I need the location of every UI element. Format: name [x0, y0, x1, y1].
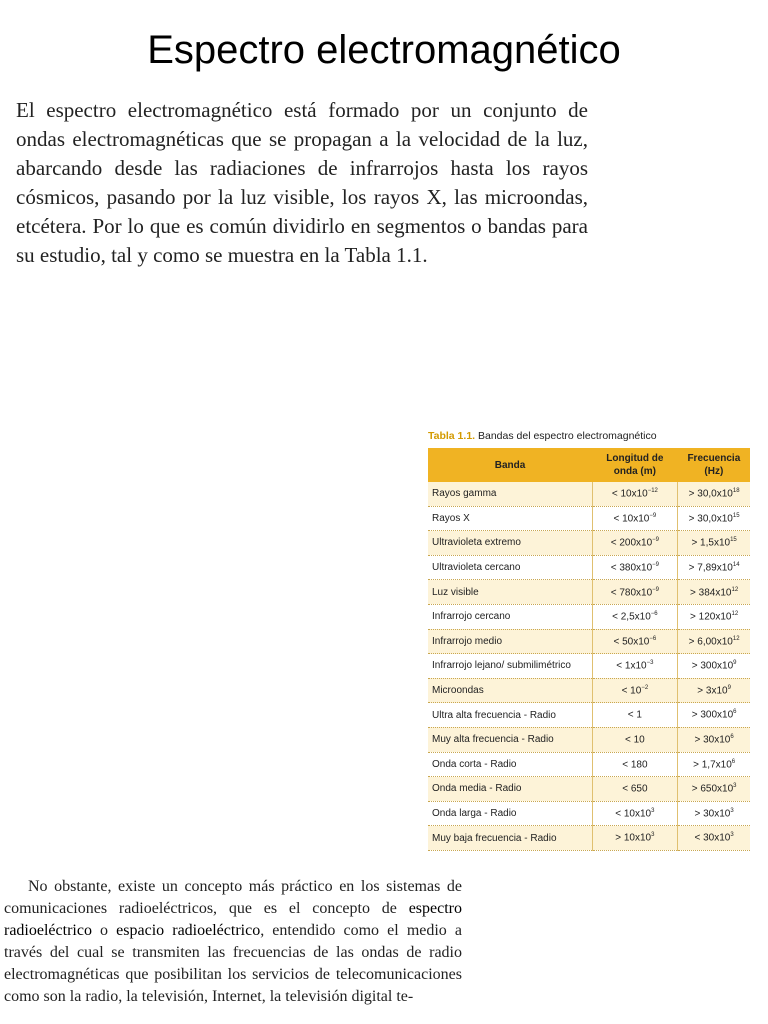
wavelength-value: < 1: [627, 709, 642, 721]
bands-table: [428, 448, 750, 851]
frequency-value: > 300x10: [691, 660, 734, 672]
frequency-cell: [678, 654, 750, 679]
term-espacio-radioelectrico: espacio radioeléctrico: [116, 922, 261, 939]
bands-table-figure: [428, 430, 750, 851]
wavelength-value: < 200x10: [610, 537, 653, 549]
table-row: [428, 703, 750, 728]
band-cell: [428, 555, 592, 580]
frequency-exponent: 18: [732, 488, 740, 495]
outro-text-1: No obstante, existe un concepto más práctico en los sistemas de comunicaciones radioeléctricos, que es el concepto de: [4, 878, 462, 917]
band-name: Infrarrojo lejano/ submilimétrico: [432, 660, 571, 672]
table-row: [428, 727, 750, 752]
wavelength-value: > 10x10: [615, 832, 652, 844]
wavelength-value: < 10x10: [613, 513, 650, 525]
table-caption-label: Tabla 1.1.: [428, 430, 476, 442]
header-wavelength: Longitud de onda (m): [592, 448, 678, 482]
band-cell: [428, 777, 592, 802]
band-cell: [428, 482, 592, 506]
band-name: Infrarrojo medio: [432, 635, 503, 647]
table-row: [428, 678, 750, 703]
frequency-exponent: 12: [732, 635, 740, 642]
band-cell: [428, 506, 592, 531]
frequency-cell: [678, 629, 750, 654]
frequency-value: > 30,0x10: [688, 513, 733, 525]
band-name: Onda corta - Radio: [432, 758, 517, 770]
frequency-exponent: 9: [733, 660, 737, 667]
table-row: [428, 604, 750, 629]
outro-text-3: , entendido como el medio a través del cual se transmiten las frecuencias de las ondas de radio electromagnéticas que posibilitan los servicios de telecomunicaciones como son la radio, la televisión, Internet, la televisión digital te-: [4, 922, 463, 1005]
table-caption-text: Bandas del espectro electromagnético: [475, 430, 657, 442]
wavelength-exponent: 3: [651, 832, 655, 839]
band-cell: [428, 727, 592, 752]
outro-text-2: o: [91, 922, 117, 939]
table-row: [428, 531, 750, 556]
wavelength-cell: [592, 727, 678, 752]
wavelength-cell: [592, 678, 678, 703]
frequency-exponent: 6: [733, 709, 737, 716]
frequency-value: > 7,89x10: [688, 562, 733, 574]
wavelength-exponent: 3: [651, 807, 655, 814]
band-name: Ultravioleta extremo: [432, 537, 521, 549]
band-cell: [428, 752, 592, 777]
wavelength-value: < 10: [621, 685, 642, 697]
wavelength-cell: [592, 752, 678, 777]
wavelength-exponent: −9: [649, 512, 657, 519]
frequency-cell: [678, 482, 750, 506]
wavelength-value: < 650: [622, 783, 648, 795]
frequency-cell: [678, 580, 750, 605]
wavelength-value: < 180: [622, 758, 648, 770]
frequency-value: > 650x10: [691, 783, 734, 795]
frequency-cell: [678, 678, 750, 703]
frequency-value: > 384x10: [690, 586, 732, 598]
wavelength-cell: [592, 826, 678, 851]
frequency-exponent: 3: [730, 832, 734, 839]
frequency-exponent: 12: [731, 586, 739, 593]
wavelength-value: < 380x10: [610, 562, 653, 574]
frequency-value: > 30x10: [694, 734, 731, 746]
wavelength-exponent: −12: [647, 488, 658, 495]
frequency-cell: [678, 531, 750, 556]
frequency-cell: [678, 604, 750, 629]
wavelength-cell: [592, 629, 678, 654]
wavelength-value: < 1x10: [616, 660, 647, 672]
frequency-exponent: 6: [731, 758, 736, 765]
frequency-cell: [678, 801, 750, 826]
frequency-cell: [678, 826, 750, 851]
band-cell: [428, 826, 592, 851]
wavelength-cell: [592, 654, 678, 679]
wavelength-exponent: −9: [652, 586, 659, 593]
table-header-row: [428, 448, 750, 482]
table-row: [428, 752, 750, 777]
table-row: [428, 777, 750, 802]
intro-paragraph: El espectro electromagnético está formado por un conjunto de ondas electromagnéticas que se propagan a la velocidad de la luz, abarcando desde las radiaciones de infrarrojos hasta los rayos cósmicos, pasando por la luz visible, los rayos X, las microondas, etcétera. Por lo que es común dividirlo en segmentos o bandas para su estudio, tal y como se muestra en la Tabla 1.1.: [16, 98, 588, 267]
band-name: Ultra alta frecuencia - Radio: [432, 709, 556, 721]
frequency-value: > 30x10: [694, 808, 731, 820]
frequency-cell: [678, 752, 750, 777]
wavelength-cell: [592, 482, 678, 506]
frequency-cell: [678, 727, 750, 752]
frequency-exponent: 9: [727, 684, 731, 691]
wavelength-cell: [592, 506, 678, 531]
frequency-value: > 30,0x10: [688, 488, 733, 500]
band-cell: [428, 703, 592, 728]
band-cell: [428, 531, 592, 556]
frequency-exponent: 15: [730, 537, 737, 544]
wavelength-value: < 10: [624, 734, 645, 746]
band-name: Luz visible: [432, 586, 479, 598]
band-name: Muy alta frecuencia - Radio: [432, 734, 554, 746]
band-name: Onda media - Radio: [432, 783, 522, 795]
band-cell: [428, 580, 592, 605]
table-row: [428, 555, 750, 580]
band-cell: [428, 678, 592, 703]
wavelength-cell: [592, 777, 678, 802]
table-caption: [428, 430, 750, 442]
frequency-cell: [678, 506, 750, 531]
wavelength-cell: [592, 531, 678, 556]
frequency-exponent: 3: [730, 807, 734, 814]
wavelength-cell: [592, 703, 678, 728]
wavelength-exponent: −6: [650, 611, 658, 618]
frequency-value: > 1,5x10: [691, 537, 731, 549]
table-row: [428, 482, 750, 506]
band-cell: [428, 654, 592, 679]
table-row: [428, 826, 750, 851]
frequency-exponent: 12: [731, 611, 739, 618]
band-cell: [428, 604, 592, 629]
wavelength-value: < 50x10: [613, 636, 650, 648]
frequency-value: < 30x10: [694, 832, 731, 844]
frequency-value: > 3x10: [697, 685, 728, 697]
header-band: Banda: [428, 448, 592, 482]
table-row: [428, 506, 750, 531]
wavelength-cell: [592, 555, 678, 580]
table-row: [428, 654, 750, 679]
frequency-exponent: 15: [732, 512, 740, 519]
frequency-cell: [678, 555, 750, 580]
band-name: Onda larga - Radio: [432, 808, 517, 820]
wavelength-value: < 10x10: [611, 488, 648, 500]
wavelength-exponent: −9: [652, 537, 659, 544]
band-name: Ultravioleta cercano: [432, 562, 521, 574]
outro-paragraph: [4, 876, 462, 1008]
frequency-exponent: 3: [733, 783, 737, 790]
wavelength-exponent: −9: [652, 561, 659, 568]
table-row: [428, 801, 750, 826]
wavelength-cell: [592, 801, 678, 826]
wavelength-exponent: −2: [641, 684, 649, 691]
wavelength-exponent: −3: [646, 660, 654, 667]
wavelength-value: < 2,5x10: [612, 611, 651, 623]
frequency-value: > 1,7x10: [693, 758, 732, 770]
frequency-value: > 6,00x10: [688, 636, 733, 648]
band-cell: [428, 801, 592, 826]
frequency-exponent: 14: [732, 561, 740, 568]
page-title: Espectro electromagnético: [147, 28, 621, 72]
frequency-cell: [678, 703, 750, 728]
band-name: Muy baja frecuencia - Radio: [432, 832, 557, 844]
frequency-value: > 300x10: [691, 709, 734, 721]
frequency-cell: [678, 777, 750, 802]
wavelength-value: < 780x10: [610, 586, 653, 598]
band-name: Rayos gamma: [432, 488, 497, 500]
band-name: Rayos X: [432, 512, 470, 524]
wavelength-value: < 10x10: [615, 808, 652, 820]
band-name: Infrarrojo cercano: [432, 611, 511, 623]
table-row: [428, 580, 750, 605]
band-name: Microondas: [432, 685, 484, 697]
frequency-value: > 120x10: [690, 611, 732, 623]
term-espectro-radioelectrico: espectro radioeléctrico: [4, 900, 462, 939]
header-frequency: Frecuencia (Hz): [678, 448, 750, 482]
wavelength-cell: [592, 580, 678, 605]
wavelength-cell: [592, 604, 678, 629]
frequency-exponent: 6: [730, 734, 734, 741]
table-row: [428, 629, 750, 654]
band-cell: [428, 629, 592, 654]
wavelength-exponent: −6: [649, 635, 657, 642]
